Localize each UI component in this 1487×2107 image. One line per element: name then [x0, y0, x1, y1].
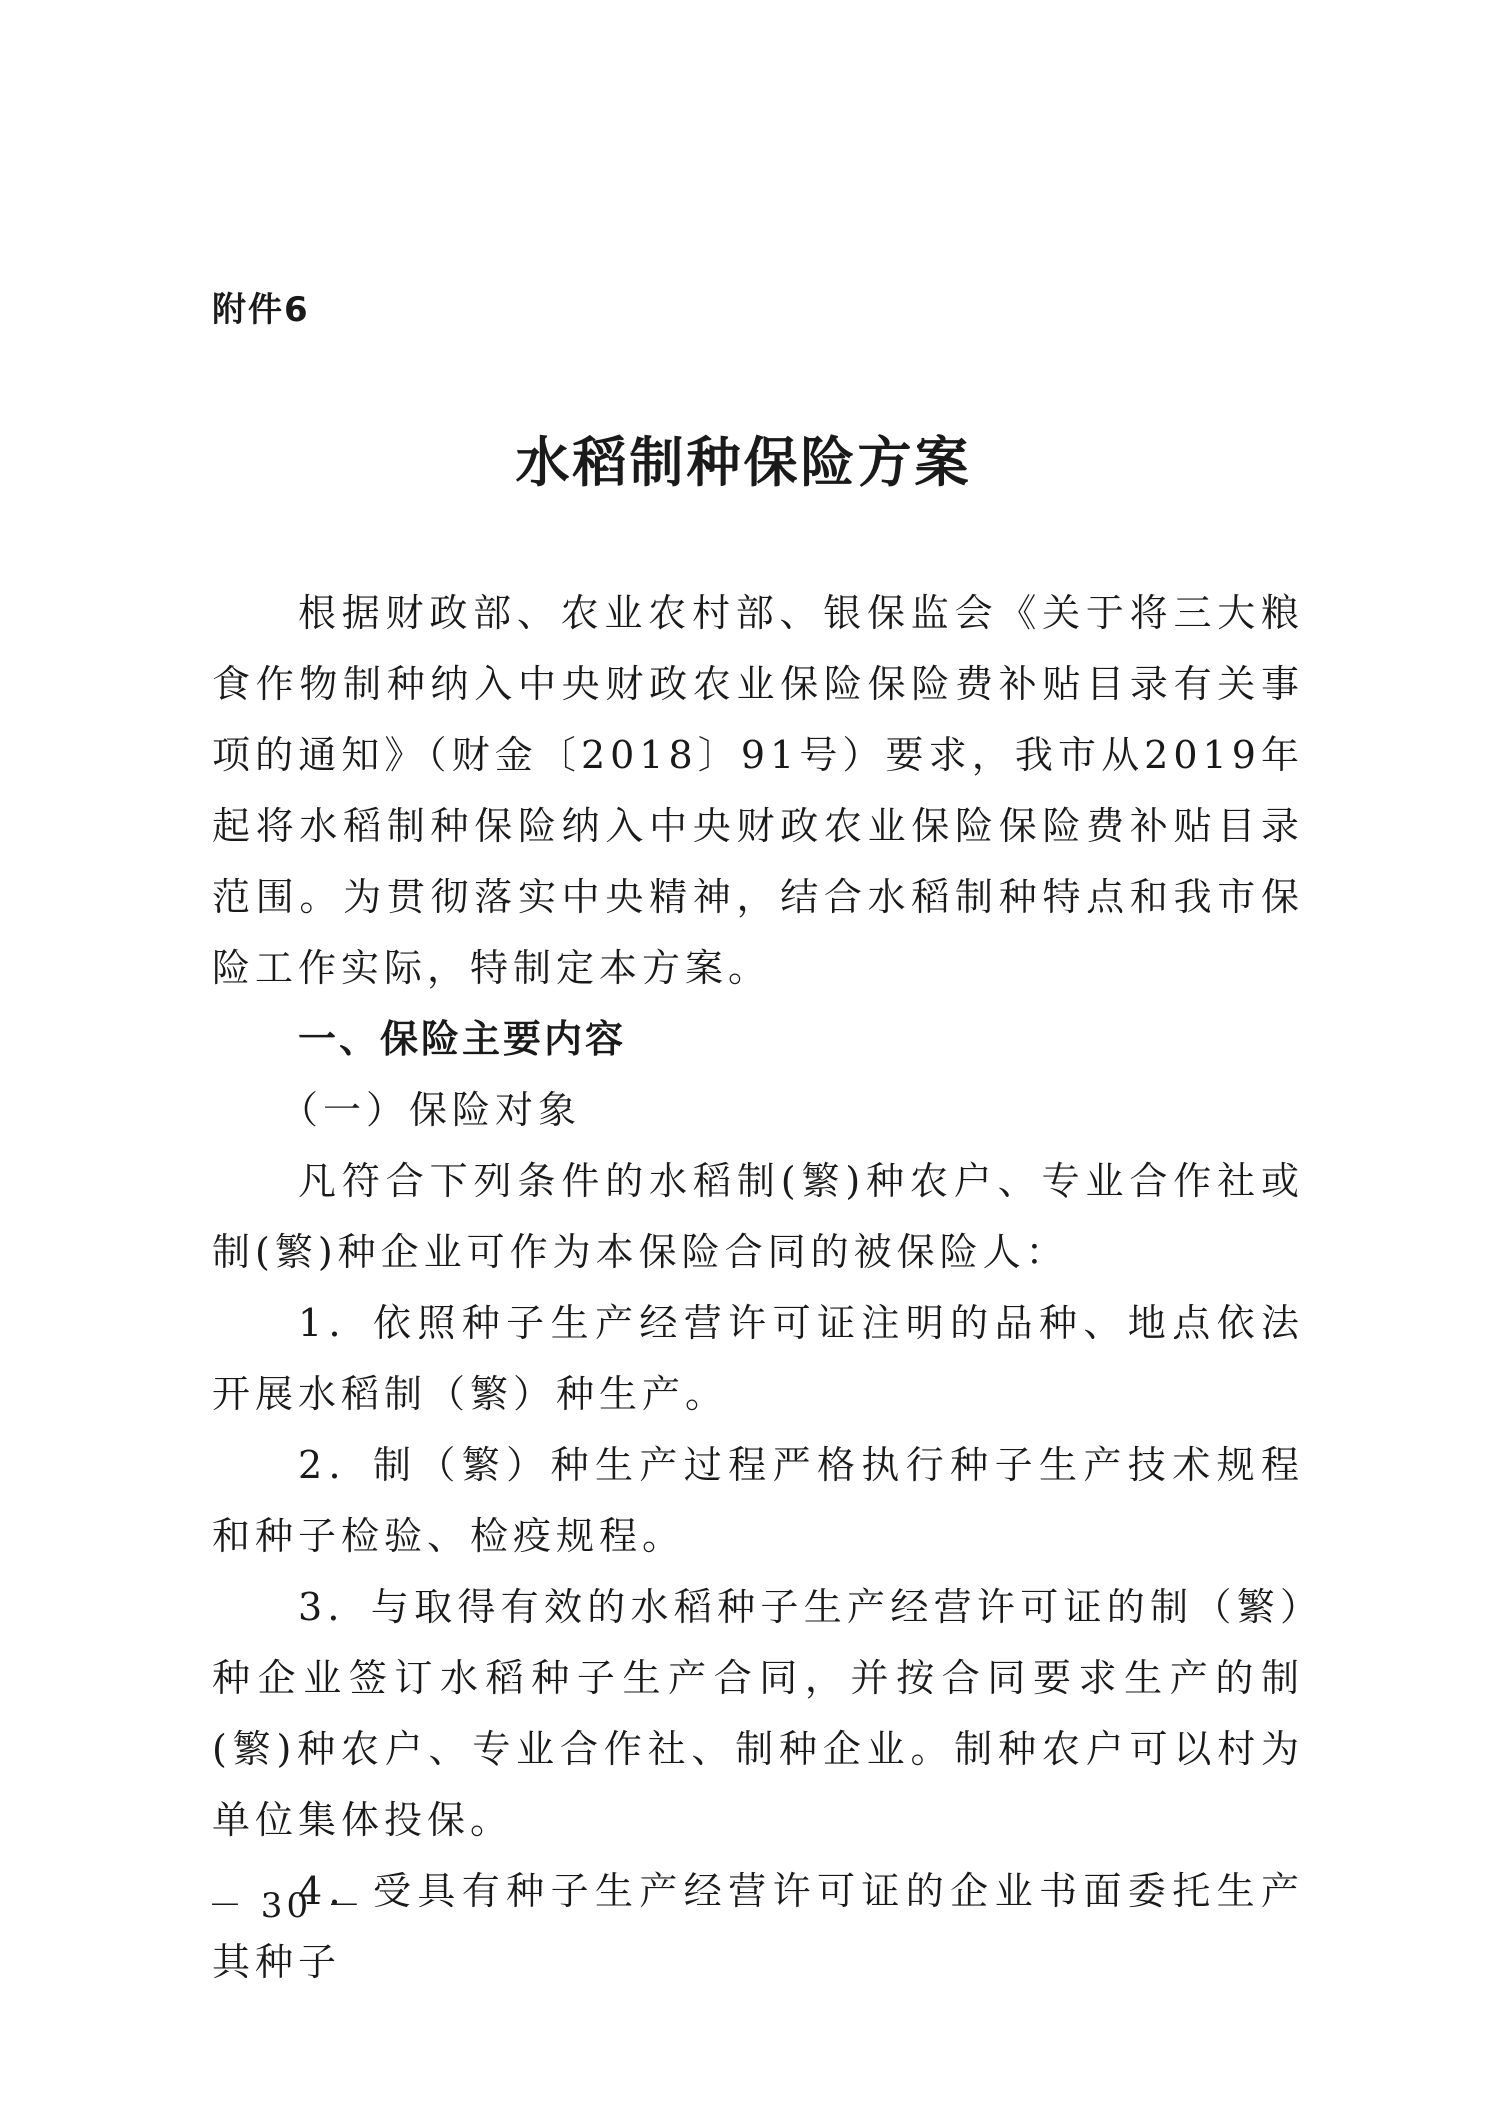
document-body: [212, 578, 1304, 1998]
list-item: 2．制（繁）种生产过程严格执行种子生产技术规程和种子检验、检疫规程。: [212, 1443, 1304, 1558]
list-item: 4．受具有种子生产经营许可证的企业书面委托生产其种子: [212, 1869, 1304, 1984]
list-item: 3．与取得有效的水稻种子生产经营许可证的制（繁）种企业签订水稻种子生产合同，并按合同要求生产的制(繁)种农户、专业合作社、制种企业。制种农户可以村为单位集体投保。: [212, 1585, 1304, 1842]
subsection-intro-paragraph: 凡符合下列条件的水稻制(繁)种农户、专业合作社或制(繁)种企业可作为本保险合同的被保险人：: [212, 1159, 1304, 1274]
document-title: 水稻制种保险方案: [515, 431, 972, 494]
page-number: － 30 －: [208, 1886, 365, 1926]
section-heading: 一、保险主要内容: [298, 1017, 627, 1061]
intro-paragraph: 根据财政部、农业农村部、银保监会《关于将三大粮食作物制种纳入中央财政农业保险保险费补贴目录有关事项的通知》（财金〔2018〕91号）要求，我市从2019年起将水稻制种保险纳入中央财政农业保险保险费补贴目录范围。为贯彻落实中央精神，结合水稻制种特点和我市保险工作实际，特制定本方案。: [212, 591, 1304, 990]
list-item: 1．依照种子生产经营许可证注明的品种、地点依法开展水稻制（繁）种生产。: [212, 1301, 1304, 1416]
attachment-label: 附件6: [212, 290, 310, 330]
subsection-heading: （一）保险对象: [280, 1088, 582, 1132]
